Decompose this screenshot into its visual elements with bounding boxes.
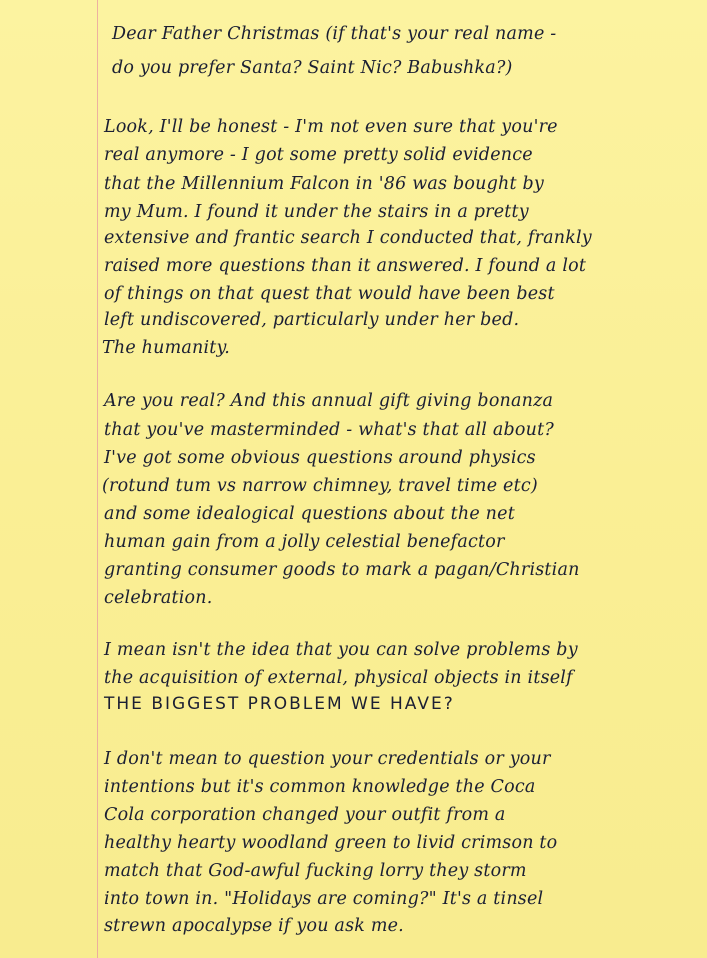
paragraph-line: The humanity.	[102, 338, 231, 358]
paragraph-line: celebration.	[104, 588, 213, 608]
paragraph-line: match that God-awful fucking lorry they storm	[104, 861, 527, 881]
paragraph-line: Look, I'll be honest - I'm not even sure that you're	[104, 117, 558, 137]
paragraph-line: (rotund tum vs narrow chimney, travel time etc)	[102, 476, 538, 496]
paragraph-line: my Mum. I found it under the stairs in a pretty	[104, 202, 529, 222]
paragraph-line: strewn apocalypse if you ask me.	[104, 916, 404, 936]
salutation-line: do you prefer Santa? Saint Nic? Babushka?)	[112, 58, 513, 78]
paragraph-line: that you've masterminded - what's that all about?	[104, 420, 554, 440]
paragraph-line: I mean isn't the idea that you can solve problems by	[104, 640, 578, 660]
paragraph-line: I don't mean to question your credentials or your	[104, 749, 551, 769]
paragraph-line: Cola corporation changed your outfit from a	[104, 805, 506, 825]
paragraph-line: the acquisition of external, physical objects in itself	[104, 668, 573, 688]
paragraph-line: granting consumer goods to mark a pagan/Christian	[104, 560, 580, 580]
paragraph-line: and some idealogical questions about the net	[104, 504, 515, 524]
paragraph-line: human gain from a jolly celestial benefactor	[104, 532, 505, 552]
paragraph-line: intentions but it's common knowledge the Coca	[104, 777, 536, 797]
paragraph-line: that the Millennium Falcon in '86 was bought by	[104, 174, 544, 194]
paragraph-line: I've got some obvious questions around physics	[104, 448, 536, 468]
paragraph-line: of things on that quest that would have been best	[104, 284, 555, 304]
paragraph-line: extensive and frantic search I conducted that, frankly	[104, 228, 592, 248]
salutation-line: Dear Father Christmas (if that's your real name -	[112, 24, 557, 44]
paragraph-line: left undiscovered, particularly under her bed.	[104, 310, 520, 330]
paragraph-line: raised more questions than it answered. I found a lot	[104, 256, 587, 276]
margin-line	[97, 0, 98, 958]
paragraph-line: into town in. "Holidays are coming?" It's a tinsel	[104, 889, 544, 909]
paragraph-line-caps: THE BIGGEST PROBLEM WE HAVE?	[104, 694, 455, 714]
paragraph-line: real anymore - I got some pretty solid evidence	[104, 145, 533, 165]
paragraph-line: Are you real? And this annual gift giving bonanza	[104, 391, 554, 411]
paragraph-line: healthy hearty woodland green to livid crimson to	[104, 833, 558, 853]
